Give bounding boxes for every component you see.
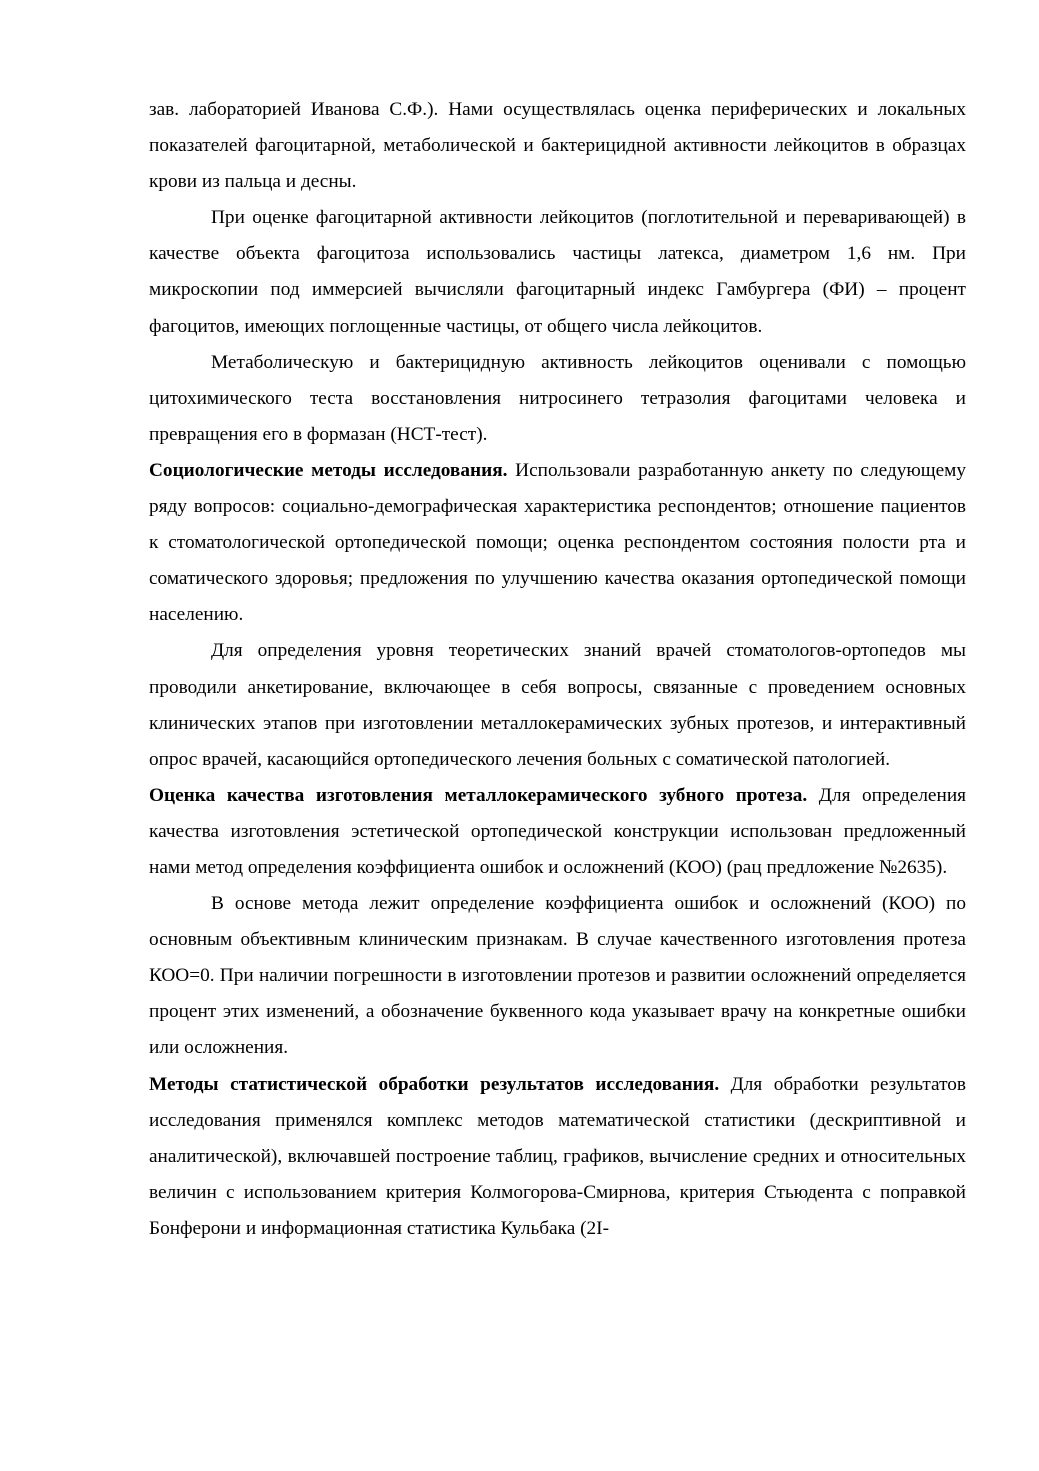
paragraph-continuation bbox=[149, 92, 966, 200]
section-heading: Оценка качества изготовления металлокерамического зубного протеза. bbox=[149, 784, 808, 806]
paragraph-sociological-methods bbox=[149, 453, 966, 633]
paragraph-nst-test bbox=[149, 345, 966, 453]
paragraph-text: зав. лабораторией Иванова С.Ф.). Нами осуществлялась оценка периферических и локальных показателей фагоцитарной, метаболической и бактерицидной активности лейкоцитов в образцах крови из пальца и десны. bbox=[149, 99, 966, 193]
paragraph-text: Использовали разработанную анкету по следующему ряду вопросов: социально-демографическая характеристика респондентов; отношение пациентов к стоматологической ортопедической помощи; оценка респондентом состояния полости рта и соматического здоровья; предложения по улучшению качества оказания ортопедической помощи населению. bbox=[149, 459, 966, 626]
paragraph-text: Для обработки результатов исследования применялся комплекс методов математической статистики (дескриптивной и аналитической), включавшей построение таблиц, графиков, вычисление средних и относительных величин с использованием критерия Колмогорова-Смирнова, критерия Стьюдента с поправкой Бонферони и информационная статистика Кульбака (2I- bbox=[149, 1073, 966, 1239]
paragraph-phagocytic-activity bbox=[149, 200, 966, 344]
document-page bbox=[149, 92, 966, 1247]
paragraph-doctor-survey bbox=[149, 633, 966, 777]
paragraph-text: Для определения уровня теоретических знаний врачей стоматологов-ортопедов мы проводили анкетирование, включающее в себя вопросы, связанные с проведением основных клинических этапов при изготовлении металлокерамических зубных протезов, и интерактивный опрос врачей, касающийся ортопедического лечения больных с соматической патологией. bbox=[149, 640, 966, 770]
paragraph-text: Для определения качества изготовления эстетической ортопедической конструкции использован предложенный нами метод определения коэффициента ошибок и осложнений (КОО) (рац предложение №2635). bbox=[149, 784, 967, 878]
paragraph-text: Метаболическую и бактерицидную активность лейкоцитов оценивали с помощью цитохимического теста восстановления нитросинего тетразолия фагоцитами человека и превращения его в формазан (НСТ-тест). bbox=[149, 351, 966, 445]
paragraph-text: В основе метода лежит определение коэффициента ошибок и осложнений (КОО) по основным объективным клиническим признакам. В случае качественного изготовления протеза КОО=0. При наличии погрешности в изготовлении протезов и развитии осложнений определяется процент этих изменений, а обозначение буквенного кода указывает врачу на конкретные ошибки или осложнения. bbox=[149, 893, 966, 1059]
paragraph-statistical-methods bbox=[149, 1067, 966, 1247]
section-heading: Социологические методы исследования. bbox=[149, 459, 508, 481]
section-heading: Методы статистической обработки результатов исследования. bbox=[149, 1073, 720, 1095]
paragraph-prosthesis-quality bbox=[149, 778, 966, 886]
paragraph-text: При оценке фагоцитарной активности лейкоцитов (поглотительной и переваривающей) в качестве объекта фагоцитоза использовались частицы латекса, диаметром 1,6 нм. При микроскопии под иммерсией вычисляли фагоцитарный индекс Гамбургера (ФИ) – процент фагоцитов, имеющих поглощенные частицы, от общего числа лейкоцитов. bbox=[149, 207, 966, 337]
paragraph-koo-method bbox=[149, 886, 966, 1066]
